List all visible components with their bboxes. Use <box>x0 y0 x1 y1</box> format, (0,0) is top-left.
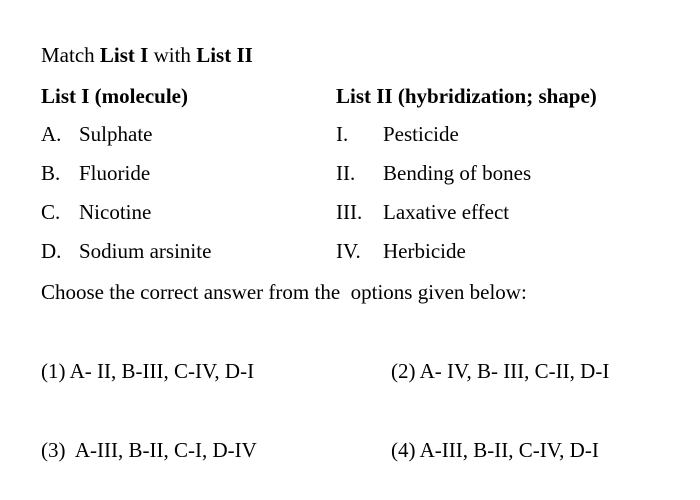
list1-heading: List I (molecule) <box>41 84 188 108</box>
option-2[interactable]: (2) A- IV, B- III, C-II, D-I <box>391 359 610 383</box>
list2-item-label: I. <box>336 122 349 146</box>
list2-item-text: Bending of bones <box>383 161 532 185</box>
instruction-text: Choose the correct answer from the options given below: <box>41 280 527 304</box>
list2-item-label: III. <box>336 200 363 224</box>
list1-item-label: B. <box>41 161 61 185</box>
list1-item-label: A. <box>41 122 62 146</box>
option-3[interactable]: (3) A-III, B-II, C-I, D-IV <box>41 438 257 462</box>
list1-item-text: Sodium arsinite <box>79 239 212 263</box>
list2-item-text: Pesticide <box>383 122 459 146</box>
list1-item-text: Nicotine <box>79 200 152 224</box>
list2-item-i <box>336 124 459 145</box>
list2-item-text: Laxative effect <box>383 200 510 224</box>
list2-item-ii <box>336 163 531 184</box>
question-intro <box>41 45 253 66</box>
list2-item-iii <box>336 202 509 223</box>
list1-item-label: D. <box>41 239 62 263</box>
list2-item-label: II. <box>336 161 356 185</box>
intro-prefix: Match <box>41 43 100 67</box>
list1-item-text: Sulphate <box>79 122 153 146</box>
list1-item-a <box>41 124 153 145</box>
list1-item-c <box>41 202 151 223</box>
list1-item-b <box>41 163 150 184</box>
intro-list2: List II <box>196 43 253 67</box>
list2-heading: List II (hybridization; shape) <box>336 84 597 108</box>
list1-item-text: Fluoride <box>79 161 151 185</box>
list2-item-label: IV. <box>336 239 361 263</box>
list1-item-d <box>41 241 211 262</box>
intro-mid: with <box>148 43 197 67</box>
option-4[interactable]: (4) A-III, B-II, C-IV, D-I <box>391 438 599 462</box>
list2-item-text: Herbicide <box>383 239 466 263</box>
list2-item-iv <box>336 241 466 262</box>
list1-item-label: C. <box>41 200 61 224</box>
intro-list1: List I <box>99 43 149 67</box>
option-1[interactable]: (1) A- II, B-III, C-IV, D-I <box>41 359 255 383</box>
